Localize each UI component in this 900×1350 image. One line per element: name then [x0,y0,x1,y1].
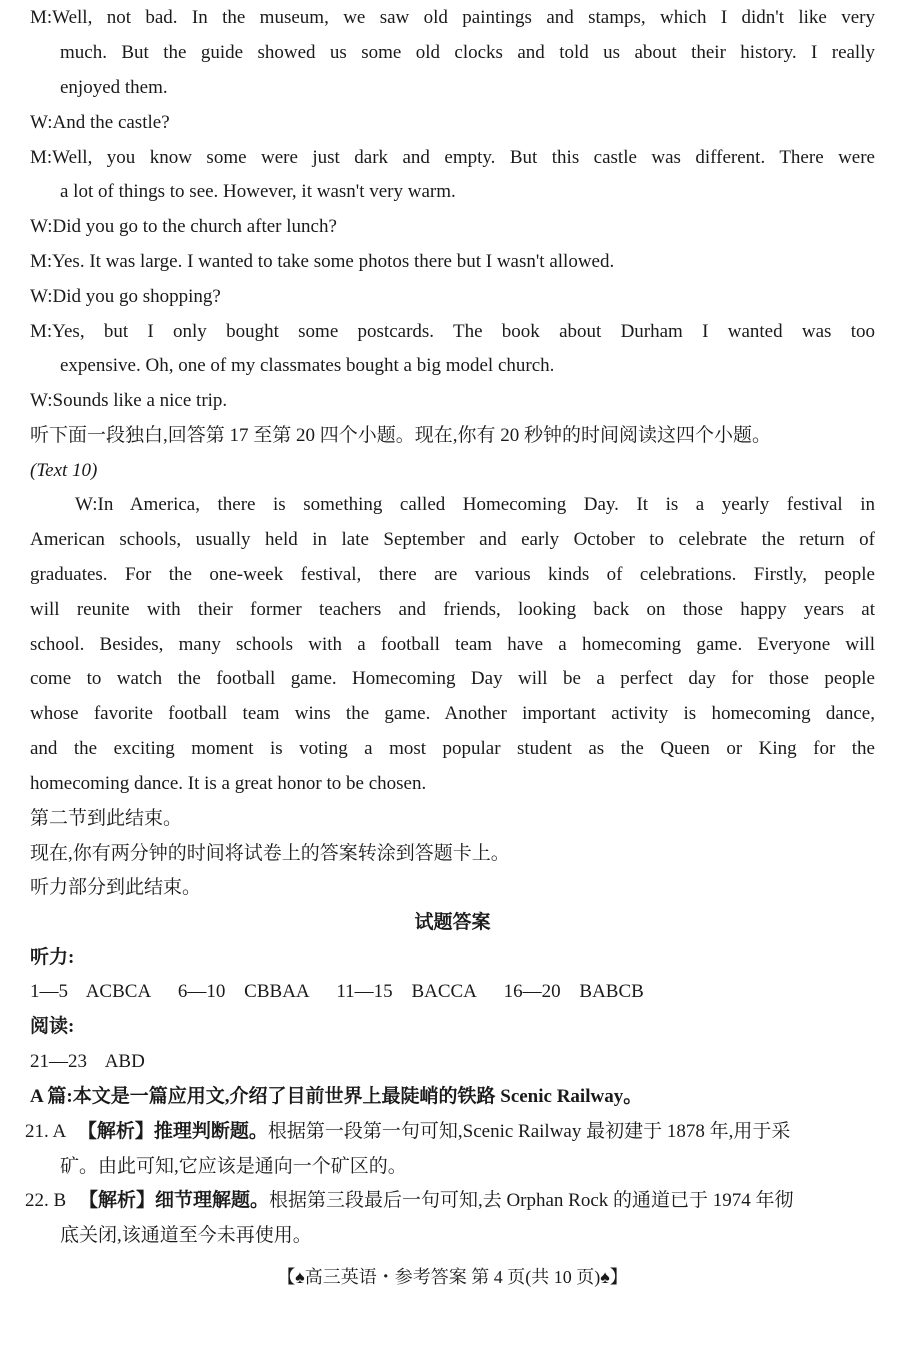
answer-range: 21—23 [30,1051,87,1072]
answer-explanation-21 [25,1120,790,1144]
answer-explanation-22 [25,1189,794,1213]
reading-label: 阅读: [30,1016,75,1037]
answer-key: ABD [104,1051,145,1072]
answer-key: BACCA [411,981,477,1002]
answer-range: 1—5 [30,981,68,1002]
page-footer: 【♠高三英语・参考答案 第 4 页(共 10 页)♠】 [277,1267,628,1287]
answer-key: CBBAA [244,981,310,1002]
dialogue-line: much. But the guide showed us some old clocks and told us about their history. I really [60,42,875,63]
dialogue-line: M:Well, not bad. In the museum, we saw old paintings and stamps, which I didn't like very [30,7,875,28]
answer-range: 11—15 [336,981,393,1002]
monologue-line: graduates. For the one-week festival, there are various kinds of celebrations. Firstly, people [30,564,875,585]
explanation-text: 根据第一段第一句可知,Scenic Railway 最初建于 1878 年,用于采 [267,1121,791,1142]
dialogue-line: W:Did you go to the church after lunch? [30,216,337,237]
listening-label: 听力: [30,947,75,968]
answer-key: BABCB [579,981,644,1002]
listening-answers [30,980,658,1004]
listening-end-text: 听力部分到此结束。 [30,877,202,898]
monologue-line: and the exciting moment is voting a most popular student as the Queen or King for the [30,738,875,759]
section-end-text: 第二节到此结束。 [30,808,183,829]
analysis-tag: 【解析】细节理解题。 [78,1190,269,1211]
reading-answers [30,1050,159,1074]
explanation-text: 矿。由此可知,它应该是通向一个矿区的。 [60,1156,407,1177]
dialogue-line: expensive. Oh, one of my classmates bought a big model church. [60,355,555,376]
answer-range: 6—10 [177,981,226,1002]
text-label: (Text 10) [30,460,98,481]
dialogue-line: W:And the castle? [30,112,170,133]
monologue-line: W:In America, there is something called Homecoming Day. It is a yearly festival in [75,494,875,515]
dialogue-line: W:Sounds like a nice trip. [30,390,228,411]
monologue-line: whose favorite football team wins the game. Another important activity is homecoming dance, [30,703,875,724]
transfer-note: 现在,你有两分钟的时间将试卷上的答案转涂到答题卡上。 [30,843,510,864]
question-number: 21. A [25,1121,66,1142]
answer-range: 16—20 [503,981,561,1002]
answer-key: ACBCA [85,981,152,1002]
dialogue-line: enjoyed them. [60,77,168,98]
dialogue-line: W:Did you go shopping? [30,286,221,307]
dialogue-line: M:Yes. It was large. I wanted to take some photos there but I wasn't allowed. [30,251,615,272]
explanation-text: 底关闭,该通道至今未再使用。 [60,1225,312,1246]
monologue-line: come to watch the football game. Homecoming Day will be a perfect day for those people [30,668,875,689]
monologue-line: school. Besides, many schools with a football team have a homecoming game. Everyone will [30,634,875,655]
answers-title: 试题答案 [414,912,491,933]
explanation-text: 根据第三段最后一句可知,去 Orphan Rock 的通道已于 1974 年彻 [268,1190,794,1211]
passage-a-summary: A 篇:本文是一篇应用文,介绍了目前世界上最陡峭的铁路 Scenic Railway。 [30,1086,643,1107]
dialogue-line: a lot of things to see. However, it wasn't very warm. [60,181,456,202]
monologue-line: homecoming dance. It is a great honor to be chosen. [30,773,427,794]
instruction-text: 听下面一段独白,回答第 17 至第 20 四个小题。现在,你有 20 秒钟的时间阅读这四个小题。 [30,425,772,446]
monologue-line: American schools, usually held in late September and early October to celebrate the return of [30,529,875,550]
dialogue-line: M:Well, you know some were just dark and empty. But this castle was different. There were [30,147,875,168]
question-number: 22. B [25,1190,67,1211]
analysis-tag: 【解析】推理判断题。 [77,1121,268,1142]
monologue-line: will reunite with their former teachers and friends, looking back on those happy years at [30,599,875,620]
dialogue-line: M:Yes, but I only bought some postcards. The book about Durham I wanted was too [30,321,875,342]
